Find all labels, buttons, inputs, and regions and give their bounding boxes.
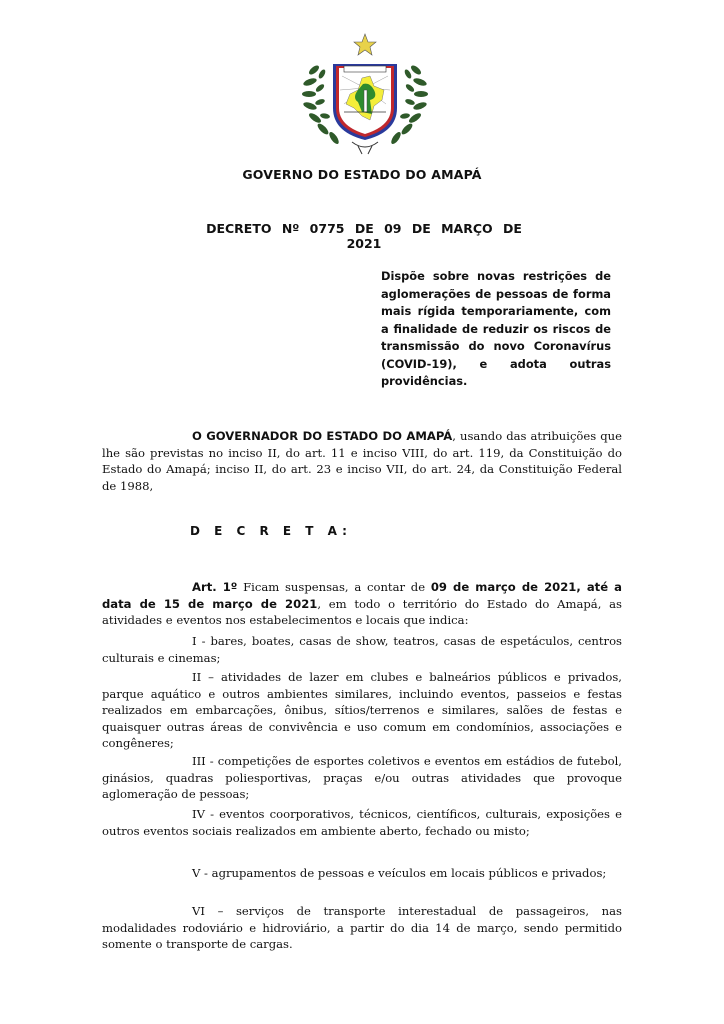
preamble-text: , usando das atribuições que lhe são previstas no inciso II, do art. 11 e inciso VIII, do art. 119, da Constituição do Estado do Amapá; inciso II, do art. 23 e inciso VII, do art. 24, da Constituição Federal de 1988, <box>102 429 623 493</box>
item-ii: II – atividades de lazer em clubes e balneários públicos e privados, parque aquático e outros ambientes similares, incluindo eventos, passeios e festas realizados em embarcações, ônibus, sítios/terrenos e similares, salões de festas e quaisquer outras áreas de convivência e uso comum em condomínios, associações e congêneres; <box>102 670 622 750</box>
article-1-dates: 09 de março de 2021, até a data de 15 de março de 2021 <box>102 580 623 611</box>
government-heading: GOVERNO DO ESTADO DO AMAPÁ <box>242 167 482 182</box>
preamble-paragraph <box>102 428 622 494</box>
star-icon <box>354 34 376 55</box>
item-i: I - bares, boates, casas de show, teatros, casas de espetáculos, centros culturais e cinemas; <box>102 634 622 665</box>
item-v: V - agrupamentos de pessoas e veículos em locais públicos e privados; <box>192 866 607 880</box>
authority-name: O GOVERNADOR DO ESTADO DO AMAPÁ <box>192 429 453 443</box>
item-iii: III - competições de esportes coletivos e eventos em estádios de futebol, ginásios, quadras poliesportivas, praças e/ou outras atividades que provoque aglomeração de pessoas; <box>102 754 622 801</box>
decree-title: DECRETO Nº 0775 DE 09 DE MARÇO DE 2021 <box>206 221 522 251</box>
state-coat-of-arms-icon <box>300 28 430 158</box>
article-1-text-b: , em todo o território do Estado do Amapá, as atividades e eventos nos estabelecimentos e locais que indica: <box>102 596 622 627</box>
article-1-text-a: Ficam suspensas, a contar de <box>237 580 431 594</box>
decree-summary: Dispõe sobre novas restrições de aglomerações de pessoas de forma mais rígida temporariamente, com a finalidade de reduzir os riscos de transmissão do novo Coronavírus (COVID-19), e adota outras providências. <box>381 269 611 388</box>
item-iv: IV - eventos coorporativos, técnicos, científicos, culturais, exposições e outros eventos sociais realizados em ambiente aberto, fechado ou misto; <box>102 807 622 838</box>
item-vi: VI – serviços de transporte interestadual de passageiros, nas modalidades rodoviário e hidroviário, a partir do dia 14 de março, sendo permitido somente o transporte de cargas. <box>102 904 622 951</box>
article-1-label: Art. 1º <box>192 580 238 594</box>
decreta-heading: D E C R E T A: <box>190 524 352 538</box>
article-1 <box>102 579 622 629</box>
